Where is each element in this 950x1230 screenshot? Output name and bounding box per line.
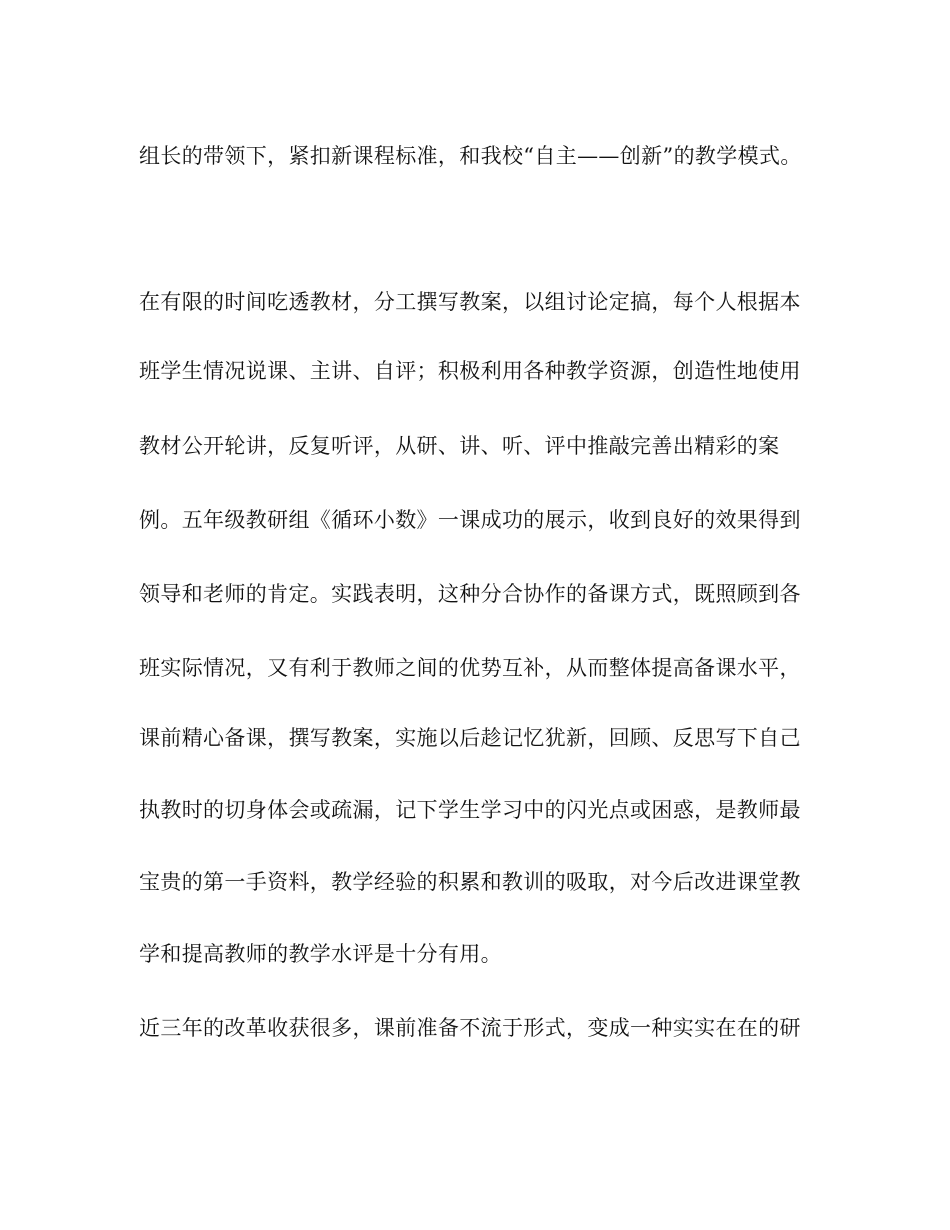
text-line-12: 近三年的改革收获很多，课前准备不流于形式，变成一种实实在在的研 (139, 1016, 801, 1040)
text-line-10: 宝贵的第一手资料，教学经验的积累和教训的吸取，对今后改进课堂教 (139, 870, 801, 894)
text-line-8: 课前精心备课，撰写教案，实施以后趁记忆犹新，回顾、反思写下自己 (139, 726, 801, 750)
text-line-4: 教材公开轮讲，反复听评，从研、讲、听、评中推敲完善出精彩的案 (139, 434, 780, 458)
text-line-5: 例。五年级教研组《循环小数》一课成功的展示，收到良好的效果得到 (139, 508, 801, 532)
text-line-7: 班实际情况，又有利于教师之间的优势互补，从而整体提高备课水平， (139, 656, 801, 680)
text-line-9: 执教时的切身体会或疏漏，记下学生学习中的闪光点或困惑，是教师最 (139, 798, 801, 822)
text-line-6: 领导和老师的肯定。实践表明，这种分合协作的备课方式，既照顾到各 (139, 582, 801, 606)
text-line-2: 在有限的时间吃透教材，分工撰写教案，以组讨论定搞，每个人根据本 (139, 290, 801, 314)
text-line-3: 班学生情况说课、主讲、自评；积极利用各种教学资源，创造性地使用 (139, 359, 801, 383)
text-line-1: 组长的带领下，紧扣新课程标准，和我校“自主——创新”的教学模式。 (139, 144, 802, 168)
text-line-11: 学和提高教师的教学水评是十分有用。 (139, 942, 502, 966)
